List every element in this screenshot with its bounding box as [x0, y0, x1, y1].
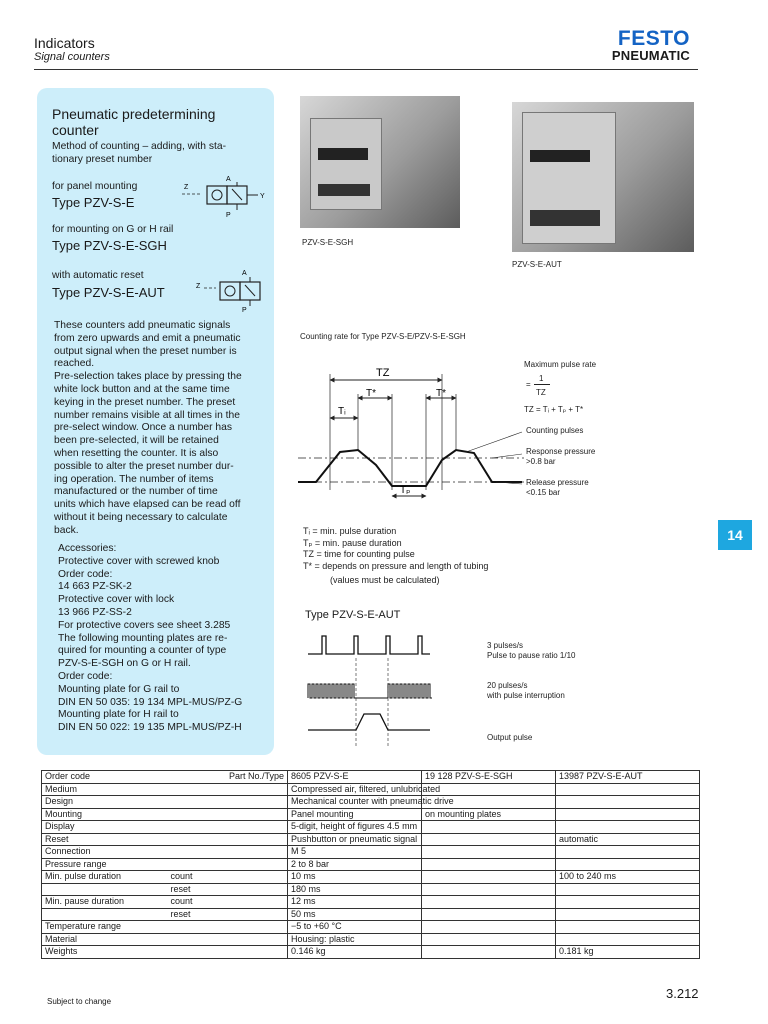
symbol-z-auto-label: Z	[196, 283, 201, 290]
specification-table	[41, 770, 700, 959]
table-cell: 50 ms	[288, 908, 422, 921]
accessories-line: The following mounting plates are re-	[58, 632, 228, 644]
type-pzv-s-e-aut: Type PZV-S-E-AUT	[52, 285, 165, 300]
table-cell: Material	[42, 933, 168, 946]
table-cell	[422, 908, 556, 921]
rate-eq-denominator: TZ	[536, 388, 546, 397]
table-cell	[556, 883, 700, 896]
ti-label: Tᵢ	[338, 406, 346, 417]
table-cell	[422, 833, 556, 846]
table-cell	[422, 783, 556, 796]
aut-row3-output: Output pulse	[487, 733, 533, 742]
description-text	[54, 320, 242, 538]
tz-formula: TZ = Tᵢ + Tₚ + T*	[524, 405, 584, 414]
graph-legend	[303, 526, 488, 572]
legend-line: T* = depends on pressure and length of tubing	[303, 560, 489, 571]
valve-symbol-auto-icon	[192, 266, 272, 314]
accessories-line: Mounting plate for G rail to	[58, 683, 180, 695]
table-cell: Connection	[42, 846, 168, 859]
tstar-label-1: T*	[366, 388, 376, 399]
symbol-p-label: P	[226, 212, 231, 219]
table-row	[42, 858, 700, 871]
method-line-1: Method of counting – adding, with sta-	[52, 141, 227, 152]
accessories-line: 14 663 PZ-SK-2	[58, 581, 132, 593]
table-cell	[556, 933, 700, 946]
description-line: without it being necessary to calculate	[54, 511, 228, 523]
table-row	[42, 821, 700, 834]
page-section-title: Indicators	[34, 35, 95, 51]
accessories-line: PZV-S-E-SGH on G or H rail.	[58, 658, 191, 670]
table-cell: Min. pulse duration	[42, 871, 168, 884]
table-cell	[168, 833, 288, 846]
table-cell	[422, 933, 556, 946]
release-pressure-label: Release pressure	[526, 478, 589, 487]
description-line: white lock button and at the same time	[54, 383, 230, 395]
table-cell	[556, 821, 700, 834]
page-subsection-title: Signal counters	[34, 51, 110, 63]
accessories-line: quired for mounting a counter of type	[58, 645, 227, 657]
table-cell: Display	[42, 821, 168, 834]
table-cell: Temperature range	[42, 921, 168, 934]
accessories-line: DIN EN 50 035: 19 134 MPL-MUS/PZ-G	[58, 696, 243, 708]
response-pressure-label: Response pressure	[526, 447, 596, 456]
table-cell: 5-digit, height of figures 4.5 mm	[288, 821, 422, 834]
accessories-line: Mounting plate for H rail to	[58, 709, 179, 721]
table-row	[42, 796, 700, 809]
accessories-line: 13 966 PZ-SS-2	[58, 606, 132, 618]
aut-row2-rate: 20 pulses/s	[487, 681, 528, 690]
aut-row1-rate: 3 pulses/s	[487, 641, 524, 650]
table-row	[42, 771, 700, 784]
table-row	[42, 833, 700, 846]
table-cell	[168, 796, 288, 809]
label-rail-mounting: for mounting on G or H rail	[52, 224, 174, 235]
label-panel-mounting: for panel mounting	[52, 181, 138, 192]
description-line: back.	[54, 524, 79, 536]
response-pressure-value: >0.8 bar	[526, 457, 556, 466]
table-cell	[168, 933, 288, 946]
accessories-line: Order code:	[58, 670, 113, 682]
description-line: possible to alter the preset number dur-	[54, 460, 234, 472]
table-row	[42, 846, 700, 859]
rate-fraction-bar	[534, 384, 550, 385]
type-pzv-s-e: Type PZV-S-E	[52, 195, 135, 210]
table-cell	[422, 883, 556, 896]
symbol-a-label: A	[226, 176, 231, 183]
description-line: These counters add pneumatic signals	[54, 320, 231, 331]
table-cell: Medium	[42, 783, 168, 796]
table-row	[42, 908, 700, 921]
table-cell	[556, 896, 700, 909]
table-cell: Weights	[42, 946, 168, 959]
table-cell: on mounting plates	[422, 808, 556, 821]
product-heading-line-2: counter	[52, 122, 99, 138]
type-pzv-s-e-sgh: Type PZV-S-E-SGH	[52, 238, 167, 253]
aut-row1-ratio: Pulse to pause ratio 1/10	[487, 651, 576, 660]
table-cell: count	[168, 896, 288, 909]
accessories-line: DIN EN 50 022: 19 135 MPL-MUS/PZ-H	[58, 722, 242, 734]
table-cell: Mechanical counter with pneumatic drive	[288, 796, 422, 809]
table-cell	[42, 883, 168, 896]
table-cell	[168, 821, 288, 834]
table-cell	[556, 796, 700, 809]
accessories-line: Order code:	[58, 568, 113, 580]
table-cell: automatic	[556, 833, 700, 846]
tstar-label-2: T*	[436, 388, 446, 399]
description-line: manufactured or the number of time	[54, 486, 218, 498]
table-cell: 12 ms	[288, 896, 422, 909]
table-cell	[422, 821, 556, 834]
product-photo-pzv-s-e-sgh	[300, 96, 460, 228]
table-cell	[168, 858, 288, 871]
table-cell: Design	[42, 796, 168, 809]
legend-line: Tᵢ = min. pulse duration	[303, 526, 397, 536]
rate-eq-numerator: 1	[539, 374, 544, 383]
description-line: reached.	[54, 358, 95, 370]
table-row	[42, 896, 700, 909]
section-number-badge: 14	[718, 520, 752, 550]
table-cell: 180 ms	[288, 883, 422, 896]
logo-line-1: FESTO	[617, 27, 690, 50]
description-line: been pre-selected, it will be retained	[54, 435, 219, 447]
aut-timing-diagram	[306, 628, 484, 752]
table-cell: 0.146 kg	[288, 946, 422, 959]
table-cell: Order code	[42, 771, 168, 784]
table-cell	[556, 783, 700, 796]
method-line-2: tionary preset number	[52, 154, 153, 165]
table-cell	[422, 946, 556, 959]
label-automatic-reset: with automatic reset	[52, 270, 144, 281]
rate-eq-sign: =	[526, 380, 531, 389]
table-cell	[556, 846, 700, 859]
tz-label: TZ	[376, 367, 390, 379]
legend-line: Tₚ = min. pause duration	[303, 537, 402, 548]
table-cell: 100 to 240 ms	[556, 871, 700, 884]
valve-symbol-icon	[180, 172, 270, 220]
footer-note: Subject to change	[47, 997, 112, 1006]
description-line: ing operation. The number of items	[54, 473, 214, 485]
table-cell: Pressure range	[42, 858, 168, 871]
product-photo-pzv-s-e-aut	[512, 102, 694, 252]
pulse-train	[388, 684, 432, 698]
aut-row2-note: with pulse interruption	[487, 691, 565, 700]
table-row	[42, 808, 700, 821]
description-line: from zero upwards and emit a pneumatic	[54, 332, 241, 344]
table-row	[42, 783, 700, 796]
legend-line: TZ = time for counting pulse	[303, 549, 415, 559]
description-line: Pre-selection takes place by pressing the	[54, 371, 242, 383]
release-pressure-value: <0.15 bar	[526, 488, 561, 497]
table-cell	[168, 808, 288, 821]
description-line: pre-select window. Once a number has	[54, 422, 232, 434]
symbol-z-label: Z	[184, 184, 189, 191]
table-row	[42, 946, 700, 959]
table-cell: 8605 PZV-S-E	[288, 771, 422, 784]
table-cell: Reset	[42, 833, 168, 846]
table-cell	[556, 808, 700, 821]
symbol-a-auto-label: A	[242, 270, 247, 277]
table-cell: reset	[168, 908, 288, 921]
table-cell	[556, 908, 700, 921]
table-row	[42, 871, 700, 884]
table-cell: 2 to 8 bar	[288, 858, 422, 871]
table-cell: −5 to +60 °C	[288, 921, 422, 934]
description-line: keying in the preset number. The preset	[54, 396, 236, 408]
accessories-line: Protective cover with lock	[58, 594, 175, 606]
table-cell: 0.181 kg	[556, 946, 700, 959]
table-cell	[42, 908, 168, 921]
table-cell	[168, 846, 288, 859]
table-cell: Min. pause duration	[42, 896, 168, 909]
table-cell	[422, 896, 556, 909]
legend-note: (values must be calculated)	[330, 575, 440, 585]
tp-label: Tₚ	[400, 485, 411, 496]
table-cell	[556, 858, 700, 871]
accessories-line: Protective cover with screwed knob	[58, 555, 220, 567]
symbol-y-label: Y	[260, 193, 265, 200]
table-cell: M 5	[288, 846, 422, 859]
table-cell	[422, 846, 556, 859]
table-cell: Mounting	[42, 808, 168, 821]
table-cell: Housing: plastic	[288, 933, 422, 946]
photo-caption-aut: PZV-S-E-AUT	[512, 260, 562, 269]
accessories-line: Accessories:	[58, 543, 117, 554]
table-cell	[168, 921, 288, 934]
pulse-train	[308, 684, 356, 698]
max-pulse-rate-label: Maximum pulse rate	[524, 360, 597, 369]
counting-pulses-label: Counting pulses	[526, 426, 584, 435]
table-row	[42, 933, 700, 946]
table-cell: 13987 PZV-S-E-AUT	[556, 771, 700, 784]
table-cell: Compressed air, filtered, unlubricated	[288, 783, 422, 796]
accessories-text	[58, 543, 242, 735]
table-cell	[168, 946, 288, 959]
page-number: 3.212	[666, 986, 699, 1001]
table-cell: Panel mounting	[288, 808, 422, 821]
header-rule	[34, 69, 698, 70]
description-line: number remains visible at all times in the	[54, 409, 240, 421]
logo-line-2: PNEUMATIC	[611, 48, 690, 63]
table-cell	[168, 783, 288, 796]
accessories-line: For protective covers see sheet 3.285	[58, 619, 231, 631]
table-cell: 19 128 PZV-S-E-SGH	[422, 771, 556, 784]
table-row	[42, 883, 700, 896]
counting-rate-diagram	[296, 350, 524, 510]
description-line: units which have elapsed can be read off	[54, 499, 241, 511]
table-cell: count	[168, 871, 288, 884]
description-line: when resetting the counter. It is also	[54, 447, 219, 459]
aut-diagram-title: Type PZV-S-E-AUT	[305, 609, 401, 621]
table-cell	[422, 858, 556, 871]
symbol-p-auto-label: P	[242, 307, 247, 314]
photo-caption-sgh: PZV-S-E-SGH	[302, 238, 354, 247]
description-line: output signal when the preset number is	[54, 345, 237, 357]
table-cell: reset	[168, 883, 288, 896]
festo-logo	[612, 28, 690, 62]
counting-rate-title: Counting rate for Type PZV-S-E/PZV-S-E-SGH	[300, 332, 466, 341]
product-heading-line-1: Pneumatic predetermining	[52, 106, 216, 122]
table-cell	[422, 921, 556, 934]
table-cell: Part No./Type	[168, 771, 288, 784]
table-row	[42, 921, 700, 934]
table-cell	[556, 921, 700, 934]
table-cell	[422, 871, 556, 884]
table-cell: Pushbutton or pneumatic signal	[288, 833, 422, 846]
table-cell: 10 ms	[288, 871, 422, 884]
